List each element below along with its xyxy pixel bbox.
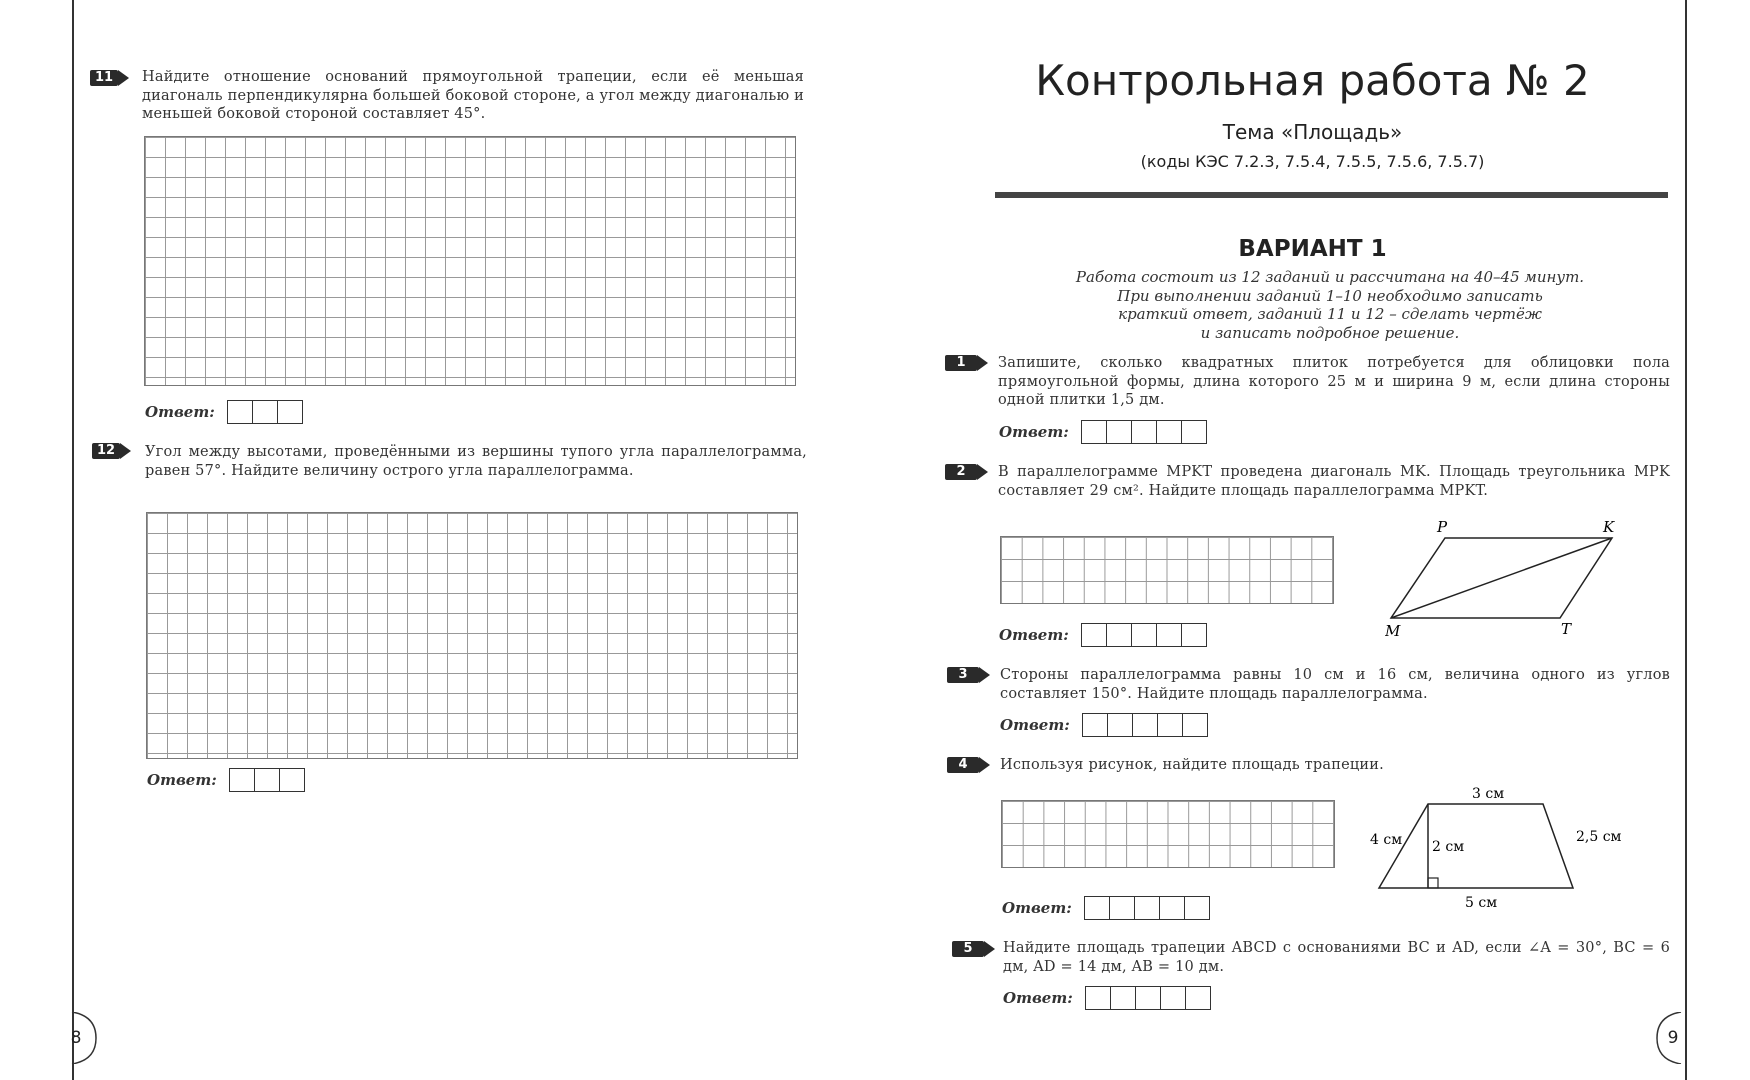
answer-box[interactable] [1082, 713, 1208, 737]
answer-box[interactable] [229, 768, 305, 792]
task-3-number: 3 [958, 667, 968, 682]
answer-cell[interactable] [253, 401, 278, 423]
task-11-text: Найдите отношение оснований прямоугольной трапеции, если её меньшая диагональ перпендикулярна большей боковой стороне, а угол между диагональю и меньшей боковой стороной составляет 45°. [142, 69, 804, 122]
variant-heading: ВАРИАНТ 1 [1238, 236, 1387, 262]
answer-label: Ответ: [1000, 716, 1070, 734]
task-12-number: 12 [96, 443, 116, 458]
task-3-badge [947, 667, 979, 683]
task-5-number: 5 [963, 941, 973, 956]
answer-cell[interactable] [1182, 421, 1206, 443]
answer-cell[interactable] [1158, 714, 1183, 736]
answer-cell[interactable] [1107, 624, 1132, 646]
answer-cell[interactable] [1183, 714, 1207, 736]
task-1-text: Запишите, сколько квадратных плиток потребуется для облицовки пола прямоугольной формы, длина которого 25 м и ширина 9 м, если длина стороны одной плитки 1,5 дм. [998, 355, 1670, 408]
intro-line: Работа состоит из 12 заданий и рассчитана на 40–45 минут. [1075, 268, 1585, 286]
task-2-text: В параллелограмме MPKT проведена диагональ MK. Площадь треугольника MPK составляет 29 см². Найдите площадь параллелограмма MPKT. [998, 464, 1670, 499]
top-base-label: 3 см [1472, 786, 1505, 802]
answer-cell[interactable] [230, 769, 255, 791]
task-5-answer [1003, 986, 1211, 1010]
task-1-badge [945, 355, 977, 371]
title-divider [995, 192, 1668, 198]
answer-cell[interactable] [278, 401, 302, 423]
task-11-answer [145, 400, 303, 424]
task-12-badge [92, 443, 120, 459]
answer-cell[interactable] [1107, 421, 1132, 443]
answer-cell[interactable] [1132, 624, 1157, 646]
task-4-answer [1002, 896, 1210, 920]
codes-line: (коды КЭС 7.2.3, 7.5.4, 7.5.5, 7.5.6, 7.5.7) [1140, 152, 1485, 171]
answer-cell[interactable] [1082, 421, 1107, 443]
answer-cell[interactable] [1182, 624, 1206, 646]
task-2-number: 2 [956, 464, 966, 479]
task-3-text: Стороны параллелограмма равны 10 см и 16 см, величина одного из углов составляет 150°. Найдите площадь параллелограмма. [1000, 667, 1670, 702]
task-3-answer [1000, 713, 1208, 737]
page-left-border [72, 0, 74, 1080]
answer-cell[interactable] [1135, 897, 1160, 919]
topic-heading: Тема «Площадь» [1222, 120, 1403, 144]
answer-cell[interactable] [1157, 624, 1182, 646]
answer-box[interactable] [1084, 896, 1210, 920]
height-label: 2 см [1432, 839, 1465, 855]
intro-line: При выполнении заданий 1–10 необходимо записать [1117, 286, 1543, 305]
vertex-label-m: M [1385, 622, 1401, 638]
answer-cell[interactable] [1085, 897, 1110, 919]
task-2-badge [945, 464, 977, 480]
vertex-label-k: K [1603, 518, 1615, 536]
answer-cell[interactable] [1108, 714, 1133, 736]
page-number: 9 [1667, 1028, 1679, 1048]
left-side-label: 4 см [1370, 832, 1403, 848]
task-12-answer [147, 768, 305, 792]
answer-label: Ответ: [999, 626, 1069, 644]
answer-cell[interactable] [1110, 897, 1135, 919]
answer-cell[interactable] [1083, 714, 1108, 736]
answer-cell[interactable] [280, 769, 304, 791]
task-2-answer [999, 623, 1207, 647]
answer-label: Ответ: [147, 771, 217, 789]
answer-cell[interactable] [1136, 987, 1161, 1009]
page-number: 8 [70, 1028, 82, 1048]
answer-box[interactable] [1081, 623, 1207, 647]
task-2-grid[interactable] [1000, 536, 1334, 604]
intro-line: и записать подробное решение. [1200, 323, 1460, 342]
task-4-badge [947, 757, 979, 773]
answer-box[interactable] [1081, 420, 1207, 444]
task-5-text: Найдите площадь трапеции ABCD с основаниями BC и AD, если ∠A = 30°, BC = 6 дм, AD = 14 дм, AB = 10 дм. [1003, 940, 1670, 975]
task-4-text: Используя рисунок, найдите площадь трапеции. [1000, 757, 1384, 773]
page-title: Контрольная работа № 2 [1035, 56, 1590, 105]
intro-line: краткий ответ, заданий 11 и 12 – сделать чертёж [1118, 305, 1542, 323]
task-1-answer [999, 420, 1207, 444]
task-12-grid[interactable] [146, 512, 798, 759]
task-4-number: 4 [958, 757, 968, 772]
answer-cell[interactable] [1086, 987, 1111, 1009]
right-side-label: 2,5 см [1576, 829, 1622, 845]
task-5-badge [952, 941, 984, 957]
vertex-label-t: T [1561, 620, 1572, 638]
vertex-label-p: P [1437, 518, 1448, 536]
answer-label: Ответ: [1003, 989, 1073, 1007]
answer-cell[interactable] [1186, 987, 1210, 1009]
answer-cell[interactable] [1132, 421, 1157, 443]
answer-cell[interactable] [1157, 421, 1182, 443]
intro-text [1015, 268, 1645, 342]
answer-cell[interactable] [255, 769, 280, 791]
answer-box[interactable] [1085, 986, 1211, 1010]
answer-cell[interactable] [1185, 897, 1209, 919]
bottom-base-label: 5 см [1465, 895, 1498, 911]
task-11-badge [90, 70, 118, 86]
parallelogram-figure [1385, 518, 1615, 638]
answer-cell[interactable] [228, 401, 253, 423]
answer-cell[interactable] [1111, 987, 1136, 1009]
answer-cell[interactable] [1161, 987, 1186, 1009]
answer-cell[interactable] [1160, 897, 1185, 919]
task-12-text: Угол между высотами, проведёнными из вершины тупого угла параллелограмма, равен 57°. Найдите величину острого угла параллелограмма. [145, 444, 807, 479]
answer-label: Ответ: [999, 423, 1069, 441]
trapezoid-figure [1370, 782, 1650, 912]
task-1-number: 1 [956, 355, 966, 370]
task-11-grid[interactable] [144, 136, 796, 386]
answer-cell[interactable] [1082, 624, 1107, 646]
right-page [875, 0, 1750, 1080]
answer-label: Ответ: [1002, 899, 1072, 917]
answer-box[interactable] [227, 400, 303, 424]
task-4-grid[interactable] [1001, 800, 1335, 868]
task-11-number: 11 [94, 70, 114, 85]
answer-cell[interactable] [1133, 714, 1158, 736]
answer-label: Ответ: [145, 403, 215, 421]
